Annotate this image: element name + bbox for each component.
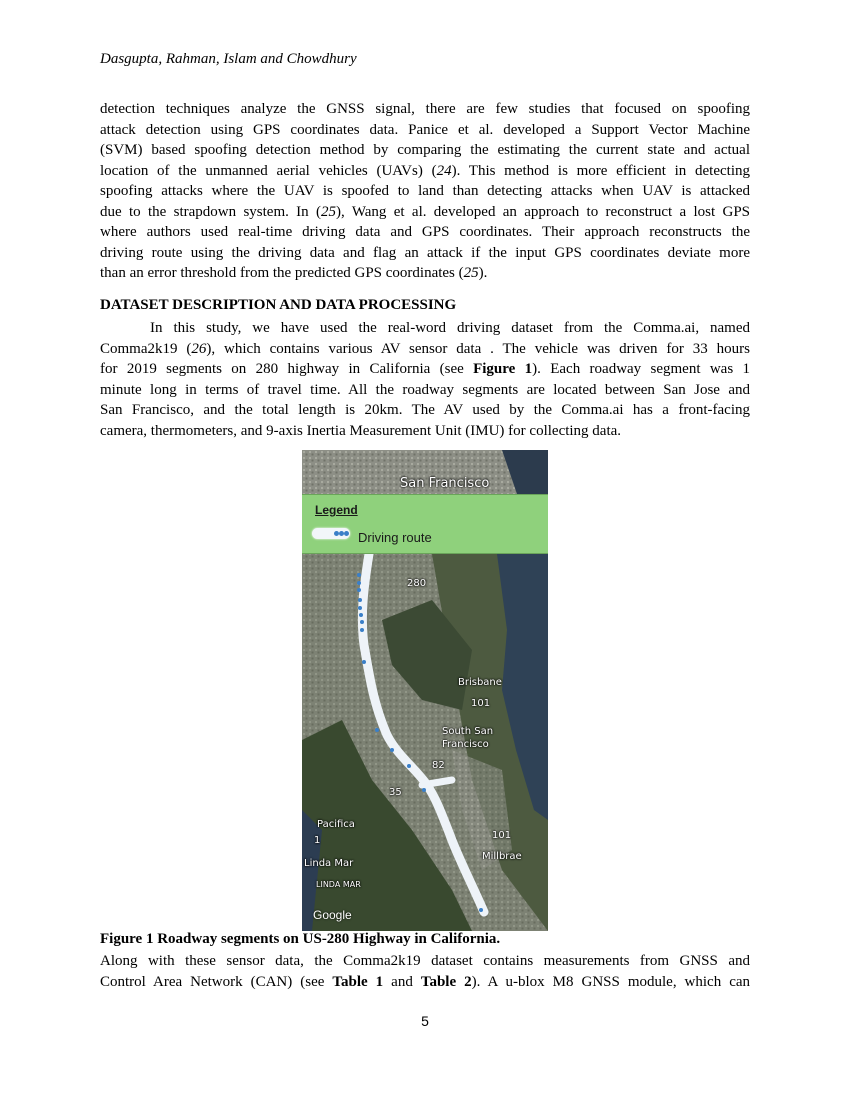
text-line: location of the unmanned aerial vehicles (UAVs) (24). This method is more efficient in detecting <box>100 162 750 179</box>
text-line: for 2019 segments on 280 highway in California (see Figure 1). Each roadway segment was 1 <box>100 361 750 377</box>
text-line: camera, thermometers, and 9-axis Inertia Measurement Unit (IMU) for collecting data. <box>100 422 622 439</box>
label-route-101b: 101 <box>492 830 512 841</box>
text-line: In this study, we have used the real-word driving dataset from the Comma.ai, named <box>150 320 750 336</box>
text-line: than an error threshold from the predicted GPS coordinates (25). <box>100 265 488 281</box>
text-line: due to the strapdown system. In (25), Wang et al. developed an approach to reconstruct a lost GPS <box>100 203 751 220</box>
text-line: Control Area Network (CAN) (see Table 1 and Table 2). A u-blox M8 GNSS module, which can <box>100 973 751 990</box>
route-branch <box>422 780 452 785</box>
label-route-35: 35 <box>389 787 402 798</box>
legend-title: Legend <box>315 503 358 517</box>
label-route-82: 82 <box>432 760 445 771</box>
label-pacifica: Pacifica <box>317 819 355 830</box>
legend-item-label: Driving route <box>358 530 432 545</box>
label-linda-mar-caps: LINDA MAR <box>316 880 361 889</box>
text-line: (SVM) based spoofing detection method by comparing the estimating the current state and actual <box>100 142 750 158</box>
route-dot-icon <box>344 531 349 536</box>
text-line: detection techniques analyze the GNSS signal, there are few studies that focused on spoofing <box>100 101 750 117</box>
label-brisbane: Brisbane <box>458 677 502 688</box>
dataset-paragraph <box>100 318 750 441</box>
text-line: driving route using the driving data and flag an attack if the input GPS coordinates deviate more <box>100 244 750 261</box>
label-millbrae: Millbrae <box>482 851 522 862</box>
label-route-1: 1 <box>314 835 321 846</box>
text-line: Along with these sensor data, the Comma2k19 dataset contains measurements from GNSS and <box>100 953 750 969</box>
label-south-sf-2: Francisco <box>442 739 489 750</box>
google-logo: Google <box>313 908 352 922</box>
route-map-figure <box>302 450 548 931</box>
text-line: attack detection using GPS coordinates data. Panice et al. developed a Support Vector Machine <box>100 121 750 138</box>
page-number: 5 <box>421 1013 429 1029</box>
label-route-101a: 101 <box>471 698 491 709</box>
section-heading: DATASET DESCRIPTION AND DATA PROCESSING <box>100 297 457 313</box>
map-legend <box>302 494 548 554</box>
label-san-francisco: San Francisco <box>400 476 490 491</box>
closing-paragraph <box>100 951 750 992</box>
intro-paragraph <box>100 99 750 284</box>
route-swatch-icon <box>312 528 350 539</box>
text-line: spoofing attacks where the UAV is spoofed to land than detecting attacks when UAV is attacked <box>100 183 750 199</box>
text-line: where authors used real-time driving data and GPS coordinates. Their approach reconstructs the <box>100 224 750 240</box>
label-south-sf-1: South San <box>442 726 494 737</box>
text-line: minute long in terms of travel time. All the roadway segments are located between San Jose and <box>100 381 750 398</box>
text-line: San Francisco, and the total length is 20km. The AV used by the Comma.ai has a front-facing <box>100 402 750 418</box>
text-line: Comma2k19 (26), which contains various AV sensor data . The vehicle was driven for 33 hours <box>100 340 750 357</box>
label-linda-mar: Linda Mar <box>304 858 354 869</box>
label-route-280: 280 <box>407 578 427 589</box>
figure-caption: Figure 1 Roadway segments on US-280 Highway in California. <box>100 931 501 947</box>
running-header: Dasgupta, Rahman, Islam and Chowdhury <box>100 51 357 67</box>
